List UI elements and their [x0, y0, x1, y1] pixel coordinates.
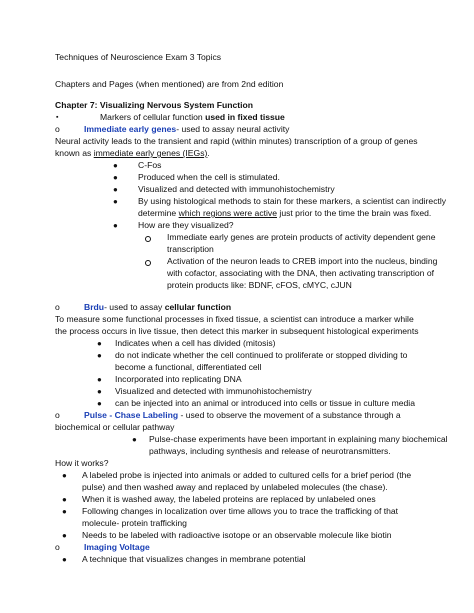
o-marker-ieg: o — [55, 124, 60, 134]
imaging-heading — [84, 542, 150, 553]
bullet-icon: ● — [62, 507, 67, 516]
bullet-icon: ● — [113, 221, 118, 230]
pulse-heading — [84, 410, 401, 421]
ieg-b4-2-post: just prior to the time the brain was fixed. — [277, 208, 432, 218]
brdu-b5: can be injected into an animal or introduced into cells or tissue in culture media — [115, 398, 415, 408]
bullet-icon: ● — [62, 471, 67, 480]
ieg-c1-2: transcription — [167, 244, 214, 254]
brdu-b4: Visualized and detected with immunohistochemistry — [115, 386, 312, 396]
bullet-icon: ● — [62, 531, 67, 540]
ieg-title: Immediate early genes — [84, 124, 177, 134]
ieg-c1-1: Immediate early genes are protein products of activity dependent gene — [167, 232, 436, 242]
brdu-b3: Incorporated into replicating DNA — [115, 374, 242, 384]
brdu-p2: the process occurs in live tissue, then detect this marker in subsequent histological experiments — [55, 326, 419, 336]
pulse-h1-1: A labeled probe is injected into animals or added to cultured cells for a brief period (the — [82, 470, 412, 480]
bullet-icon: ● — [113, 173, 118, 182]
pulse-line2: biochemical or cellular pathway — [55, 422, 175, 432]
imaging-title: Imaging Voltage — [84, 542, 150, 552]
pulse-b1-1: Pulse-chase experiments have been important in explaining many biochemical — [149, 434, 448, 444]
bullet-icon: ● — [113, 185, 118, 194]
markers-line — [100, 112, 285, 123]
ieg-intro-2-underline: immediate early genes (IEGs) — [93, 148, 208, 158]
o-marker-imaging: o — [55, 542, 60, 552]
bullet-icon: ● — [97, 399, 102, 408]
bullet-icon: ● — [113, 161, 118, 170]
markers-text: Markers of cellular function — [100, 112, 206, 122]
ieg-c2-3: protein products like: BDNF, cFOS, cMYC, cJUN — [167, 280, 352, 290]
bullet-icon: ● — [62, 495, 67, 504]
ieg-b4-2-pre: determine — [138, 208, 179, 218]
pulse-h3-1: Following changes in localization over time allows you to trace the trafficking of that — [82, 506, 399, 516]
o-marker-pulse: o — [55, 410, 60, 420]
pulse-h3-2: molecule- protein trafficking — [82, 518, 187, 528]
ieg-intro-2-post: . — [207, 148, 210, 158]
bullet-icon: ● — [97, 375, 102, 384]
pulse-title: Pulse - Chase Labeling — [84, 410, 179, 420]
brdu-b1: Indicates when a cell has divided (mitosis) — [115, 338, 276, 348]
ieg-b5: How are they visualized? — [138, 220, 234, 230]
hollow-bullet-icon — [145, 260, 151, 266]
bullet-icon: ● — [113, 197, 118, 206]
chapter-heading: Chapter 7: Visualizing Nervous System Function — [55, 100, 254, 110]
brdu-title: Brdu — [84, 302, 105, 312]
pulse-h4: Needs to be labeled with radioactive isotope or an observable molecule like biotin — [82, 530, 392, 540]
ieg-b3: Visualized and detected with immunohistochemistry — [138, 184, 335, 194]
brdu-heading — [84, 302, 231, 313]
bullet-icon: ● — [97, 339, 102, 348]
ieg-b4-2 — [138, 208, 431, 219]
ieg-c2-2: with cofactor, associating with the DNA, then activating transcription of — [167, 268, 435, 278]
pulse-h1-2: pulse) and then washed away and replaced by unlabeled molecules (the chase). — [82, 482, 388, 492]
hollow-bullet-icon — [145, 236, 151, 242]
how-it-works: How it works? — [55, 458, 109, 468]
brdu-b2-1: do not indicate whether the cell continued to proliferate or stopped dividing to — [115, 350, 408, 360]
ieg-b2: Produced when the cell is stimulated. — [138, 172, 280, 182]
ieg-after: - used to assay neural activity — [176, 124, 290, 134]
pulse-h2: When it is washed away, the labeled proteins are replaced by unlabeled ones — [82, 494, 376, 504]
ieg-intro-2-pre: known as — [55, 148, 94, 158]
ieg-intro-2 — [55, 148, 210, 159]
ieg-b4-1: By using histological methods to stain for these markers, a scientist can indirectly — [138, 196, 447, 206]
brdu-b2-2: become a functional, differentiated cell — [115, 362, 262, 372]
edition-note: Chapters and Pages (when mentioned) are from 2nd edition — [55, 79, 284, 89]
pulse-b1-2: pathways, including synthesis and release of neurotransmitters. — [149, 446, 391, 456]
ieg-b4-2-underline: which regions were active — [178, 208, 278, 218]
ieg-c2-1: Activation of the neuron leads to CREB import into the nucleus, binding — [167, 256, 438, 266]
pulse-after: - used to observe the movement of a substance through a — [180, 410, 401, 420]
square-bullet-icon: ▪ — [56, 114, 59, 121]
brdu-after-bold: cellular function — [164, 302, 232, 312]
bullet-icon: ● — [97, 351, 102, 360]
markers-bold: used in fixed tissue — [205, 112, 285, 122]
bullet-icon: ● — [97, 387, 102, 396]
brdu-p1: To measure some functional processes in fixed tissue, a scientist can introduce a marker while — [55, 314, 414, 324]
ieg-b1: C-Fos — [138, 160, 162, 170]
document-title: Techniques of Neuroscience Exam 3 Topics — [55, 52, 222, 62]
brdu-after: - used to assay — [104, 302, 165, 312]
bullet-icon: ● — [62, 555, 67, 564]
ieg-heading — [84, 124, 289, 135]
imaging-b1: A technique that visualizes changes in membrane potential — [82, 554, 306, 564]
bullet-icon: ● — [132, 435, 137, 444]
o-marker-brdu: o — [55, 302, 60, 312]
ieg-intro-1: Neural activity leads to the transient and rapid (within minutes) transcription of a group of genes — [55, 136, 418, 146]
